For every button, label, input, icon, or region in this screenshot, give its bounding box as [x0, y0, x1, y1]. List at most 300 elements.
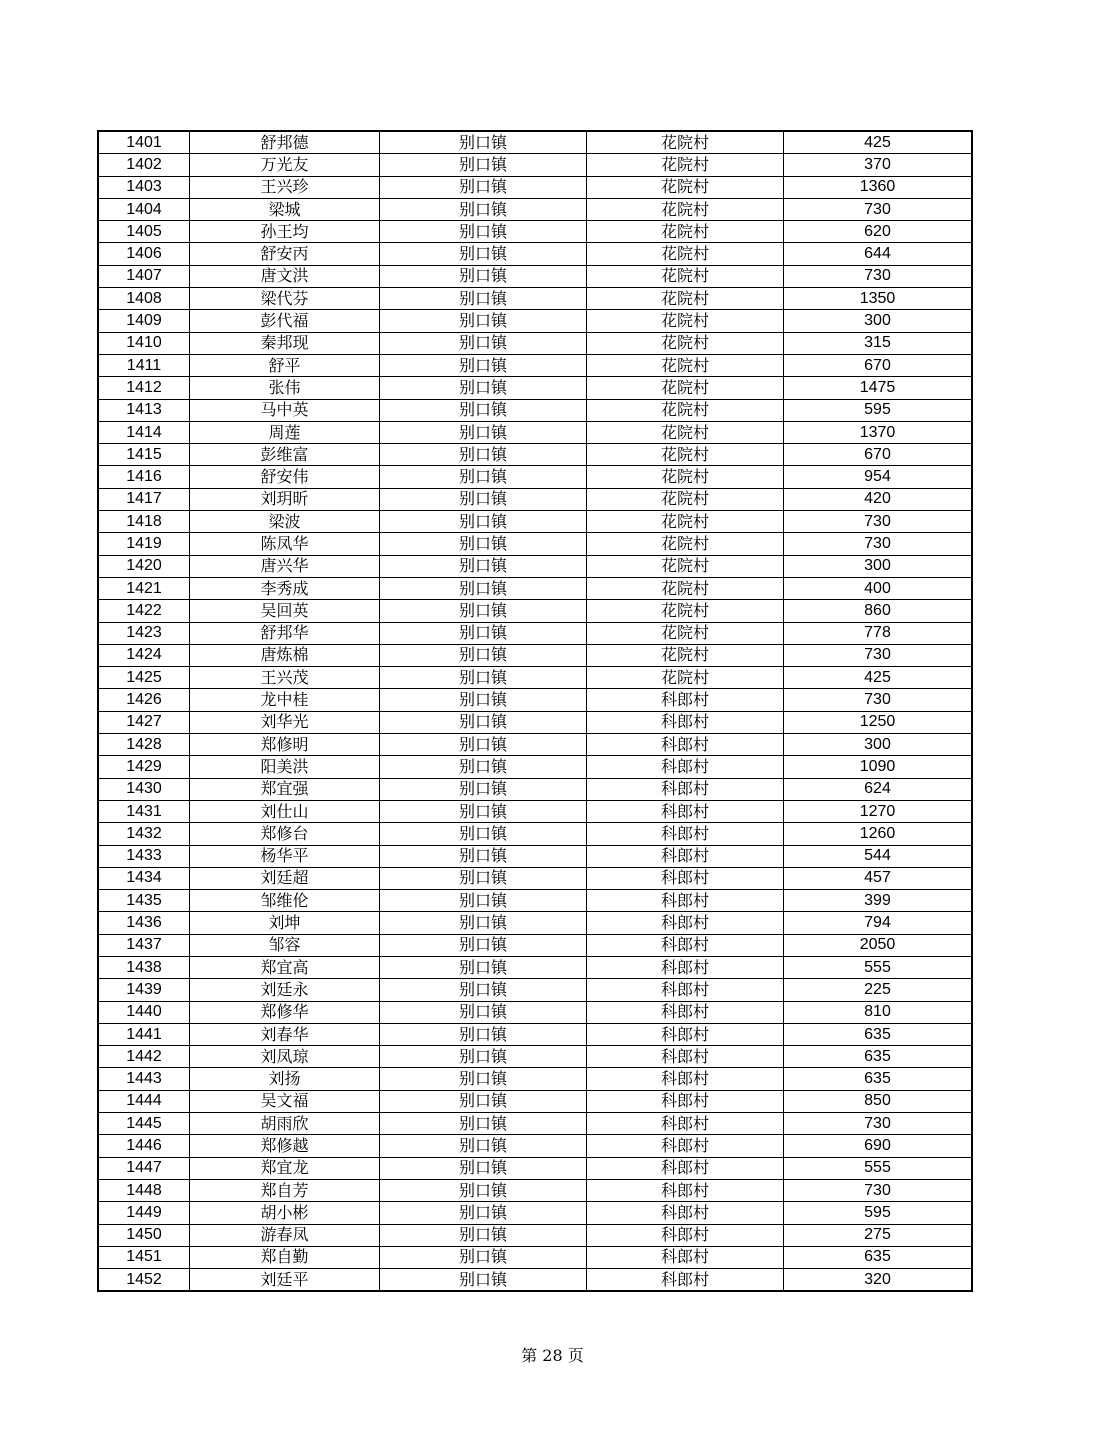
village-cell: 科郎村: [587, 845, 784, 867]
row-number-cell: 1434: [98, 867, 190, 889]
name-cell: 张伟: [190, 377, 380, 399]
amount-cell: 555: [784, 1157, 973, 1179]
amount-cell: 399: [784, 890, 973, 912]
town-cell: 别口镇: [380, 511, 587, 533]
name-cell: 刘玥昕: [190, 488, 380, 510]
name-cell: 吴文福: [190, 1090, 380, 1112]
name-cell: 舒安伟: [190, 466, 380, 488]
row-number-cell: 1437: [98, 934, 190, 956]
table-row: [98, 444, 972, 466]
village-cell: 科郎村: [587, 1046, 784, 1068]
row-number-cell: 1406: [98, 243, 190, 265]
row-number-cell: 1402: [98, 154, 190, 176]
village-cell: 科郎村: [587, 890, 784, 912]
amount-cell: 400: [784, 577, 973, 599]
amount-cell: 1350: [784, 288, 973, 310]
amount-cell: 810: [784, 1001, 973, 1023]
page-number: 第 28 页: [521, 1346, 584, 1365]
row-number-cell: 1404: [98, 198, 190, 220]
amount-cell: 794: [784, 912, 973, 934]
row-number-cell: 1401: [98, 131, 190, 154]
town-cell: 别口镇: [380, 956, 587, 978]
row-number-cell: 1436: [98, 912, 190, 934]
name-cell: 龙中桂: [190, 689, 380, 711]
name-cell: 郑宜龙: [190, 1157, 380, 1179]
town-cell: 别口镇: [380, 533, 587, 555]
table-row: [98, 1269, 972, 1292]
town-cell: 别口镇: [380, 1001, 587, 1023]
town-cell: 别口镇: [380, 1202, 587, 1224]
amount-cell: 730: [784, 533, 973, 555]
name-cell: 梁波: [190, 511, 380, 533]
amount-cell: 778: [784, 622, 973, 644]
town-cell: 别口镇: [380, 1068, 587, 1090]
name-cell: 周莲: [190, 421, 380, 443]
table-row: [98, 198, 972, 220]
village-cell: 科郎村: [587, 1001, 784, 1023]
name-cell: 舒邦德: [190, 131, 380, 154]
name-cell: 马中英: [190, 399, 380, 421]
table-row: [98, 845, 972, 867]
amount-cell: 315: [784, 332, 973, 354]
name-cell: 郑修华: [190, 1001, 380, 1023]
name-cell: 唐兴华: [190, 555, 380, 577]
amount-cell: 635: [784, 1046, 973, 1068]
table-row: [98, 667, 972, 689]
table-row: [98, 778, 972, 800]
table-row: [98, 577, 972, 599]
row-number-cell: 1435: [98, 890, 190, 912]
name-cell: 郑自勤: [190, 1246, 380, 1268]
table-row: [98, 867, 972, 889]
row-number-cell: 1439: [98, 979, 190, 1001]
name-cell: 王兴珍: [190, 176, 380, 198]
row-number-cell: 1426: [98, 689, 190, 711]
town-cell: 别口镇: [380, 778, 587, 800]
town-cell: 别口镇: [380, 1269, 587, 1292]
amount-cell: 370: [784, 154, 973, 176]
name-cell: 刘廷永: [190, 979, 380, 1001]
name-cell: 胡小彬: [190, 1202, 380, 1224]
town-cell: 别口镇: [380, 756, 587, 778]
town-cell: 别口镇: [380, 221, 587, 243]
name-cell: 李秀成: [190, 577, 380, 599]
village-cell: 花院村: [587, 265, 784, 287]
table-row: [98, 711, 972, 733]
town-cell: 别口镇: [380, 288, 587, 310]
amount-cell: 1250: [784, 711, 973, 733]
table-row: [98, 622, 972, 644]
village-cell: 花院村: [587, 466, 784, 488]
row-number-cell: 1449: [98, 1202, 190, 1224]
village-cell: 科郎村: [587, 979, 784, 1001]
table-row: [98, 1179, 972, 1201]
amount-cell: 457: [784, 867, 973, 889]
village-cell: 科郎村: [587, 1179, 784, 1201]
town-cell: 别口镇: [380, 176, 587, 198]
village-cell: 科郎村: [587, 1090, 784, 1112]
town-cell: 别口镇: [380, 577, 587, 599]
village-cell: 花院村: [587, 310, 784, 332]
village-cell: 科郎村: [587, 912, 784, 934]
name-cell: 郑自芳: [190, 1179, 380, 1201]
table-row: [98, 399, 972, 421]
village-cell: 科郎村: [587, 1068, 784, 1090]
village-cell: 科郎村: [587, 867, 784, 889]
amount-cell: 670: [784, 444, 973, 466]
name-cell: 胡雨欣: [190, 1113, 380, 1135]
town-cell: 别口镇: [380, 444, 587, 466]
name-cell: 舒邦华: [190, 622, 380, 644]
row-number-cell: 1444: [98, 1090, 190, 1112]
amount-cell: 425: [784, 667, 973, 689]
town-cell: 别口镇: [380, 421, 587, 443]
table-row: [98, 265, 972, 287]
row-number-cell: 1421: [98, 577, 190, 599]
village-cell: 科郎村: [587, 1202, 784, 1224]
village-cell: 花院村: [587, 644, 784, 666]
data-table: [97, 130, 973, 1292]
table-row: [98, 956, 972, 978]
town-cell: 别口镇: [380, 1246, 587, 1268]
table-row: [98, 890, 972, 912]
name-cell: 阳美洪: [190, 756, 380, 778]
name-cell: 万光友: [190, 154, 380, 176]
name-cell: 王兴茂: [190, 667, 380, 689]
amount-cell: 1360: [784, 176, 973, 198]
town-cell: 别口镇: [380, 734, 587, 756]
name-cell: 吴回英: [190, 600, 380, 622]
village-cell: 科郎村: [587, 934, 784, 956]
village-cell: 花院村: [587, 288, 784, 310]
table-row: [98, 1090, 972, 1112]
town-cell: 别口镇: [380, 979, 587, 1001]
town-cell: 别口镇: [380, 644, 587, 666]
table-row: [98, 555, 972, 577]
village-cell: 科郎村: [587, 823, 784, 845]
row-number-cell: 1412: [98, 377, 190, 399]
amount-cell: 1270: [784, 800, 973, 822]
town-cell: 别口镇: [380, 689, 587, 711]
town-cell: 别口镇: [380, 555, 587, 577]
name-cell: 游春凤: [190, 1224, 380, 1246]
village-cell: 科郎村: [587, 800, 784, 822]
table-row: [98, 243, 972, 265]
town-cell: 别口镇: [380, 1113, 587, 1135]
name-cell: 刘仕山: [190, 800, 380, 822]
row-number-cell: 1440: [98, 1001, 190, 1023]
name-cell: 梁城: [190, 198, 380, 220]
village-cell: 花院村: [587, 667, 784, 689]
town-cell: 别口镇: [380, 1023, 587, 1045]
row-number-cell: 1424: [98, 644, 190, 666]
town-cell: 别口镇: [380, 154, 587, 176]
amount-cell: 1475: [784, 377, 973, 399]
table-row: [98, 912, 972, 934]
row-number-cell: 1413: [98, 399, 190, 421]
amount-cell: 1260: [784, 823, 973, 845]
row-number-cell: 1442: [98, 1046, 190, 1068]
amount-cell: 644: [784, 243, 973, 265]
town-cell: 别口镇: [380, 622, 587, 644]
amount-cell: 420: [784, 488, 973, 510]
town-cell: 别口镇: [380, 354, 587, 376]
table-row: [98, 354, 972, 376]
table-row: [98, 689, 972, 711]
row-number-cell: 1438: [98, 956, 190, 978]
table-row: [98, 1046, 972, 1068]
village-cell: 花院村: [587, 243, 784, 265]
village-cell: 科郎村: [587, 1246, 784, 1268]
village-cell: 花院村: [587, 198, 784, 220]
amount-cell: 300: [784, 734, 973, 756]
village-cell: 科郎村: [587, 1023, 784, 1045]
town-cell: 别口镇: [380, 198, 587, 220]
table-row: [98, 1023, 972, 1045]
village-cell: 花院村: [587, 176, 784, 198]
village-cell: 花院村: [587, 332, 784, 354]
village-cell: 科郎村: [587, 711, 784, 733]
row-number-cell: 1410: [98, 332, 190, 354]
row-number-cell: 1414: [98, 421, 190, 443]
name-cell: 郑修越: [190, 1135, 380, 1157]
table-row: [98, 756, 972, 778]
row-number-cell: 1407: [98, 265, 190, 287]
row-number-cell: 1448: [98, 1179, 190, 1201]
amount-cell: 1090: [784, 756, 973, 778]
table-row: [98, 1202, 972, 1224]
amount-cell: 730: [784, 198, 973, 220]
table-row: [98, 1135, 972, 1157]
town-cell: 别口镇: [380, 890, 587, 912]
name-cell: 彭维富: [190, 444, 380, 466]
row-number-cell: 1419: [98, 533, 190, 555]
table-row: [98, 466, 972, 488]
row-number-cell: 1441: [98, 1023, 190, 1045]
town-cell: 别口镇: [380, 1046, 587, 1068]
amount-cell: 730: [784, 644, 973, 666]
town-cell: 别口镇: [380, 600, 587, 622]
amount-cell: 544: [784, 845, 973, 867]
name-cell: 孙王均: [190, 221, 380, 243]
name-cell: 秦邦现: [190, 332, 380, 354]
row-number-cell: 1451: [98, 1246, 190, 1268]
row-number-cell: 1418: [98, 511, 190, 533]
table-row: [98, 176, 972, 198]
town-cell: 别口镇: [380, 934, 587, 956]
amount-cell: 730: [784, 689, 973, 711]
town-cell: 别口镇: [380, 667, 587, 689]
table-row: [98, 934, 972, 956]
town-cell: 别口镇: [380, 488, 587, 510]
table-row: [98, 1157, 972, 1179]
row-number-cell: 1411: [98, 354, 190, 376]
table-row: [98, 979, 972, 1001]
table-row: [98, 1001, 972, 1023]
town-cell: 别口镇: [380, 912, 587, 934]
name-cell: 刘扬: [190, 1068, 380, 1090]
village-cell: 科郎村: [587, 1135, 784, 1157]
town-cell: 别口镇: [380, 243, 587, 265]
name-cell: 郑修明: [190, 734, 380, 756]
town-cell: 别口镇: [380, 466, 587, 488]
village-cell: 科郎村: [587, 778, 784, 800]
table-row: [98, 1068, 972, 1090]
row-number-cell: 1430: [98, 778, 190, 800]
name-cell: 邹维伦: [190, 890, 380, 912]
name-cell: 郑宜强: [190, 778, 380, 800]
village-cell: 花院村: [587, 154, 784, 176]
amount-cell: 595: [784, 1202, 973, 1224]
table-row: [98, 1246, 972, 1268]
name-cell: 舒平: [190, 354, 380, 376]
town-cell: 别口镇: [380, 823, 587, 845]
amount-cell: 595: [784, 399, 973, 421]
table-row: [98, 332, 972, 354]
row-number-cell: 1447: [98, 1157, 190, 1179]
row-number-cell: 1428: [98, 734, 190, 756]
village-cell: 科郎村: [587, 1113, 784, 1135]
name-cell: 邹容: [190, 934, 380, 956]
row-number-cell: 1429: [98, 756, 190, 778]
table-row: [98, 533, 972, 555]
amount-cell: 860: [784, 600, 973, 622]
table-row: [98, 221, 972, 243]
name-cell: 刘廷平: [190, 1269, 380, 1292]
table-row: [98, 1224, 972, 1246]
name-cell: 刘华光: [190, 711, 380, 733]
amount-cell: 730: [784, 265, 973, 287]
village-cell: 花院村: [587, 354, 784, 376]
row-number-cell: 1425: [98, 667, 190, 689]
town-cell: 别口镇: [380, 399, 587, 421]
village-cell: 科郎村: [587, 756, 784, 778]
row-number-cell: 1445: [98, 1113, 190, 1135]
amount-cell: 670: [784, 354, 973, 376]
name-cell: 郑修台: [190, 823, 380, 845]
village-cell: 花院村: [587, 555, 784, 577]
village-cell: 花院村: [587, 622, 784, 644]
table-row: [98, 377, 972, 399]
row-number-cell: 1446: [98, 1135, 190, 1157]
village-cell: 科郎村: [587, 734, 784, 756]
row-number-cell: 1443: [98, 1068, 190, 1090]
amount-cell: 954: [784, 466, 973, 488]
amount-cell: 425: [784, 131, 973, 154]
village-cell: 科郎村: [587, 1224, 784, 1246]
village-cell: 科郎村: [587, 1157, 784, 1179]
table-row: [98, 288, 972, 310]
village-cell: 花院村: [587, 221, 784, 243]
amount-cell: 635: [784, 1246, 973, 1268]
town-cell: 别口镇: [380, 265, 587, 287]
table-row: [98, 600, 972, 622]
row-number-cell: 1409: [98, 310, 190, 332]
town-cell: 别口镇: [380, 867, 587, 889]
row-number-cell: 1415: [98, 444, 190, 466]
table-row: [98, 800, 972, 822]
village-cell: 花院村: [587, 131, 784, 154]
amount-cell: 275: [784, 1224, 973, 1246]
table-row: [98, 488, 972, 510]
amount-cell: 1370: [784, 421, 973, 443]
row-number-cell: 1408: [98, 288, 190, 310]
name-cell: 刘凤琼: [190, 1046, 380, 1068]
row-number-cell: 1427: [98, 711, 190, 733]
town-cell: 别口镇: [380, 377, 587, 399]
amount-cell: 730: [784, 1113, 973, 1135]
row-number-cell: 1432: [98, 823, 190, 845]
row-number-cell: 1431: [98, 800, 190, 822]
amount-cell: 620: [784, 221, 973, 243]
village-cell: 花院村: [587, 444, 784, 466]
table-row: [98, 421, 972, 443]
name-cell: 刘廷超: [190, 867, 380, 889]
row-number-cell: 1452: [98, 1269, 190, 1292]
row-number-cell: 1433: [98, 845, 190, 867]
village-cell: 花院村: [587, 421, 784, 443]
village-cell: 花院村: [587, 399, 784, 421]
amount-cell: 690: [784, 1135, 973, 1157]
town-cell: 别口镇: [380, 310, 587, 332]
name-cell: 刘春华: [190, 1023, 380, 1045]
name-cell: 梁代芬: [190, 288, 380, 310]
row-number-cell: 1417: [98, 488, 190, 510]
town-cell: 别口镇: [380, 711, 587, 733]
amount-cell: 635: [784, 1023, 973, 1045]
village-cell: 科郎村: [587, 956, 784, 978]
town-cell: 别口镇: [380, 1157, 587, 1179]
village-cell: 花院村: [587, 511, 784, 533]
name-cell: 郑宜高: [190, 956, 380, 978]
village-cell: 花院村: [587, 533, 784, 555]
town-cell: 别口镇: [380, 1090, 587, 1112]
table-row: [98, 1113, 972, 1135]
table-body: [98, 131, 972, 1291]
village-cell: 科郎村: [587, 1269, 784, 1292]
name-cell: 杨华平: [190, 845, 380, 867]
name-cell: 舒安丙: [190, 243, 380, 265]
row-number-cell: 1403: [98, 176, 190, 198]
row-number-cell: 1416: [98, 466, 190, 488]
row-number-cell: 1423: [98, 622, 190, 644]
name-cell: 刘坤: [190, 912, 380, 934]
amount-cell: 555: [784, 956, 973, 978]
amount-cell: 225: [784, 979, 973, 1001]
amount-cell: 2050: [784, 934, 973, 956]
row-number-cell: 1450: [98, 1224, 190, 1246]
name-cell: 陈凤华: [190, 533, 380, 555]
table-row: [98, 511, 972, 533]
amount-cell: 850: [784, 1090, 973, 1112]
name-cell: 唐文洪: [190, 265, 380, 287]
amount-cell: 730: [784, 1179, 973, 1201]
table-row: [98, 310, 972, 332]
table-row: [98, 154, 972, 176]
town-cell: 别口镇: [380, 845, 587, 867]
table-row: [98, 644, 972, 666]
amount-cell: 300: [784, 555, 973, 577]
village-cell: 花院村: [587, 377, 784, 399]
amount-cell: 730: [784, 511, 973, 533]
town-cell: 别口镇: [380, 131, 587, 154]
town-cell: 别口镇: [380, 1224, 587, 1246]
village-cell: 花院村: [587, 600, 784, 622]
name-cell: 彭代福: [190, 310, 380, 332]
town-cell: 别口镇: [380, 1179, 587, 1201]
town-cell: 别口镇: [380, 1135, 587, 1157]
town-cell: 别口镇: [380, 800, 587, 822]
